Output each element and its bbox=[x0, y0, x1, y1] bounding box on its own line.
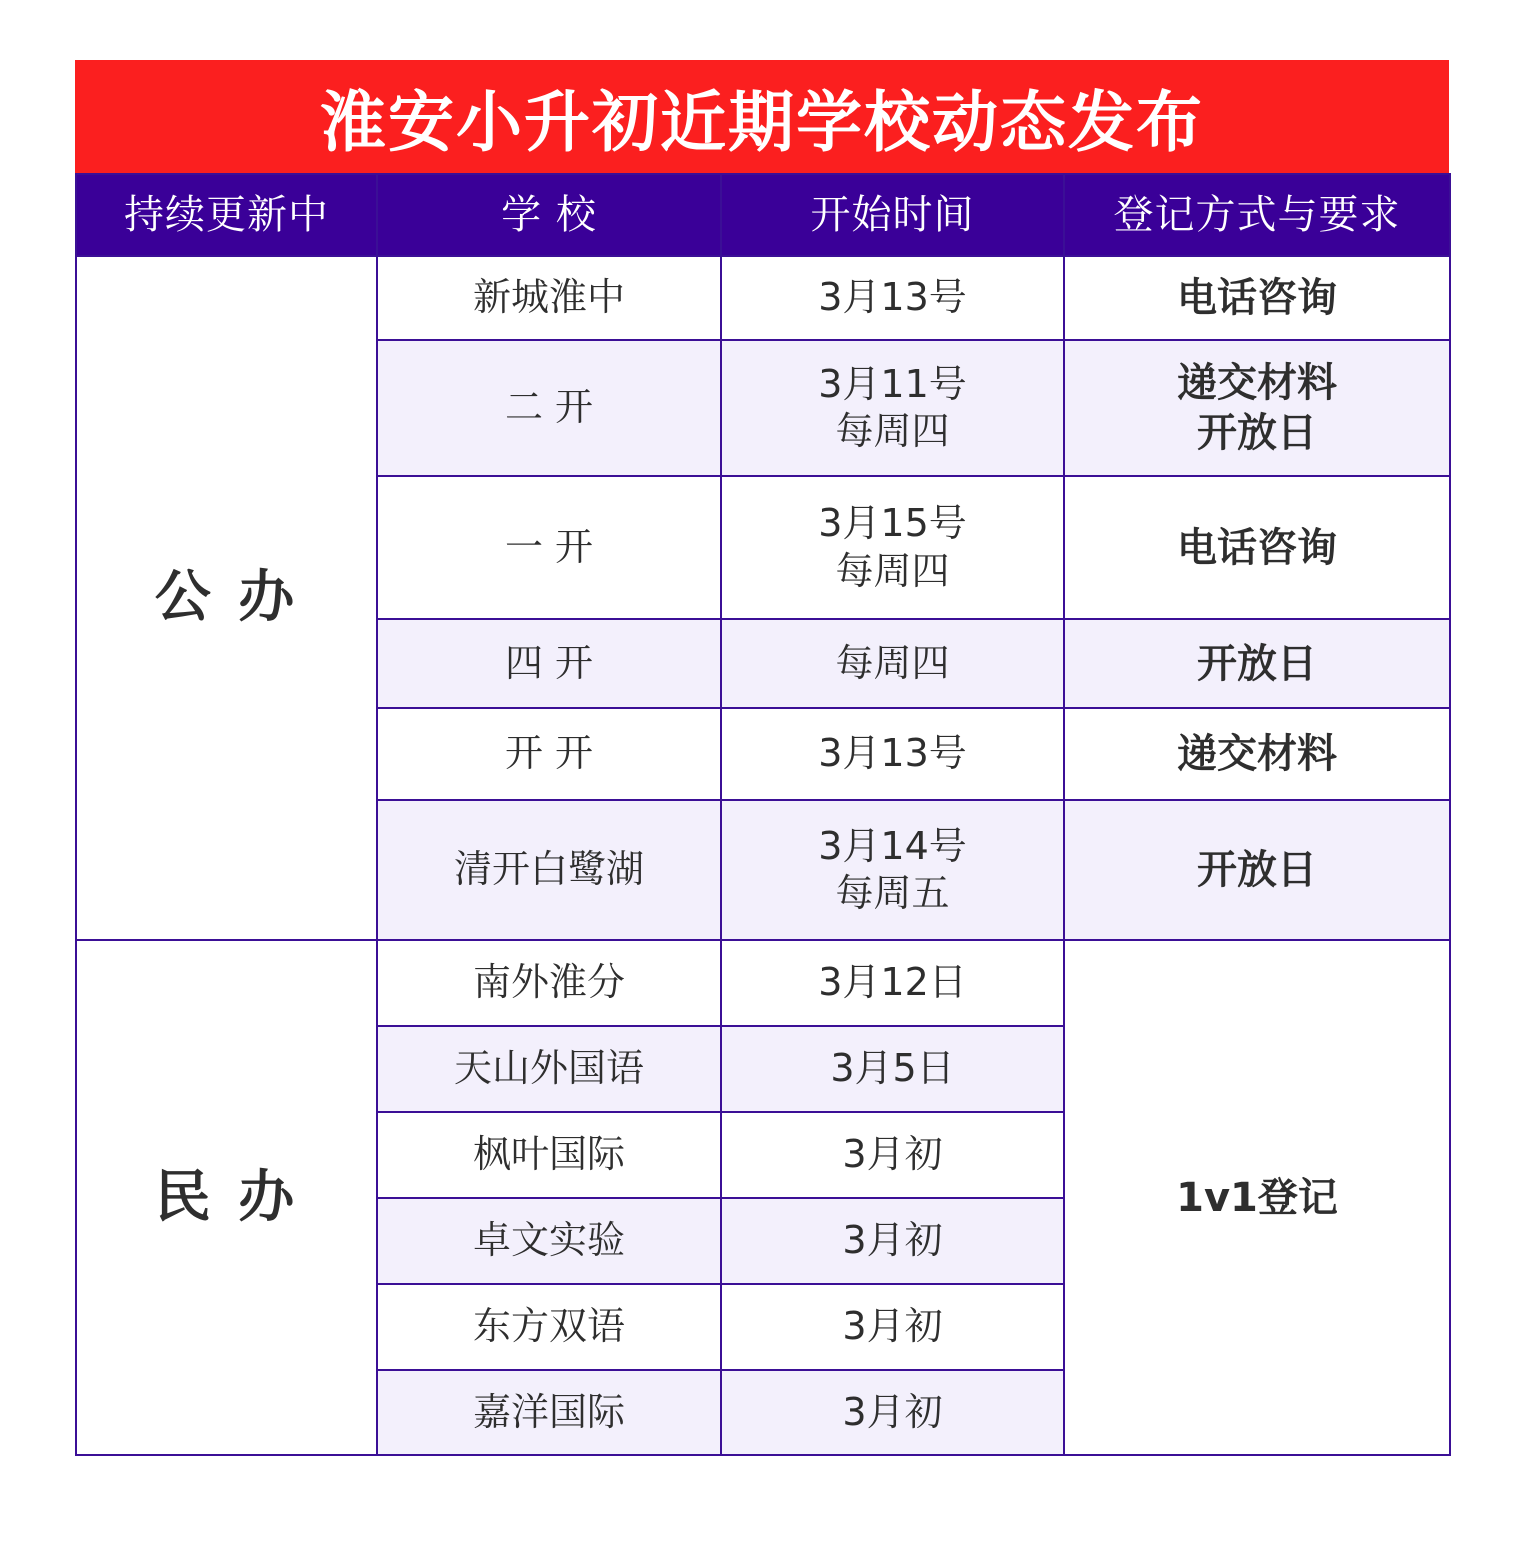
registration-method: 递交材料 bbox=[1064, 708, 1450, 800]
school-name: 南外淮分 bbox=[377, 940, 721, 1026]
category-private: 民 办 bbox=[76, 940, 377, 1455]
header-start-time: 开始时间 bbox=[721, 174, 1064, 256]
school-name: 二 开 bbox=[377, 340, 721, 476]
start-time: 每周四 bbox=[721, 619, 1064, 708]
registration-method: 递交材料 开放日 bbox=[1064, 340, 1450, 476]
school-name: 天山外国语 bbox=[377, 1026, 721, 1112]
table-row bbox=[76, 940, 1450, 1026]
start-time: 3月初 bbox=[721, 1370, 1064, 1455]
school-name: 嘉洋国际 bbox=[377, 1370, 721, 1455]
school-name: 东方双语 bbox=[377, 1284, 721, 1370]
school-name: 四 开 bbox=[377, 619, 721, 708]
table-row bbox=[76, 256, 1450, 340]
header-row bbox=[76, 174, 1450, 256]
school-name: 新城淮中 bbox=[377, 256, 721, 340]
start-time: 3月12日 bbox=[721, 940, 1064, 1026]
header-status: 持续更新中 bbox=[76, 174, 377, 256]
page-title: 淮安小升初近期学校动态发布 bbox=[75, 60, 1449, 173]
start-time: 3月13号 bbox=[721, 256, 1064, 340]
start-time: 3月13号 bbox=[721, 708, 1064, 800]
school-schedule-table bbox=[75, 173, 1451, 1456]
school-name: 清开白鹭湖 bbox=[377, 800, 721, 940]
registration-method: 开放日 bbox=[1064, 619, 1450, 708]
start-time: 3月11号 每周四 bbox=[721, 340, 1064, 476]
header-registration-method: 登记方式与要求 bbox=[1064, 174, 1450, 256]
category-public: 公 办 bbox=[76, 256, 377, 940]
start-time: 3月初 bbox=[721, 1112, 1064, 1198]
school-name: 枫叶国际 bbox=[377, 1112, 721, 1198]
school-name: 一 开 bbox=[377, 476, 721, 619]
start-time: 3月初 bbox=[721, 1284, 1064, 1370]
start-time: 3月14号 每周五 bbox=[721, 800, 1064, 940]
registration-method: 电话咨询 bbox=[1064, 256, 1450, 340]
registration-method: 开放日 bbox=[1064, 800, 1450, 940]
schedule-sheet bbox=[75, 60, 1449, 1456]
school-name: 卓文实验 bbox=[377, 1198, 721, 1284]
start-time: 3月5日 bbox=[721, 1026, 1064, 1112]
start-time: 3月15号 每周四 bbox=[721, 476, 1064, 619]
header-school: 学 校 bbox=[377, 174, 721, 256]
school-name: 开 开 bbox=[377, 708, 721, 800]
registration-method: 电话咨询 bbox=[1064, 476, 1450, 619]
registration-method-private: 1v1登记 bbox=[1064, 940, 1450, 1455]
start-time: 3月初 bbox=[721, 1198, 1064, 1284]
